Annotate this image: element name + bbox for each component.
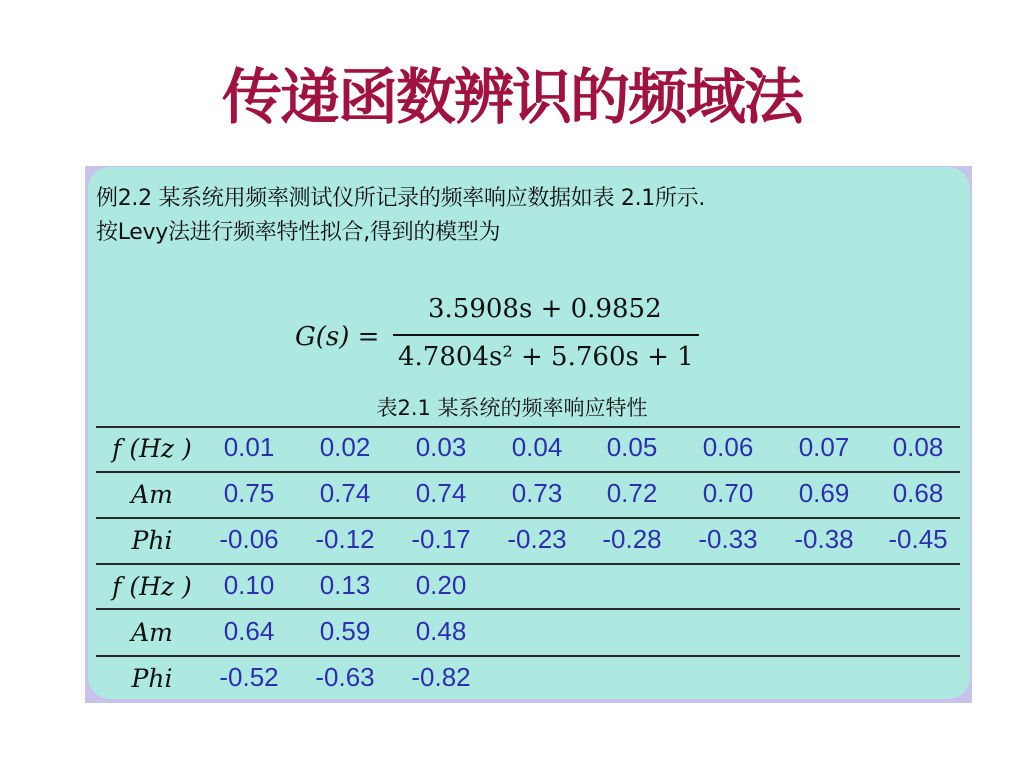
table-cell-phi: -0.17 xyxy=(411,524,471,554)
table-cell-freq: 0.08 xyxy=(892,432,944,462)
table-cell-phi: -0.23 xyxy=(507,524,567,554)
table-cell-am: 0.70 xyxy=(702,478,754,508)
table-cell-freq: 0.07 xyxy=(798,432,850,462)
table-cell-am: 0.73 xyxy=(511,478,563,508)
table-cell-freq: 0.04 xyxy=(511,432,563,462)
row-label-freq: f (Hz ) xyxy=(112,572,192,601)
table-cell-phi: -0.52 xyxy=(219,662,279,692)
row-label-am: Am xyxy=(131,480,173,509)
table-cell-am: 0.72 xyxy=(606,478,658,508)
table-rule xyxy=(96,426,960,428)
table-cell-freq: 0.20 xyxy=(415,570,467,600)
table-cell-phi: -0.33 xyxy=(698,524,758,554)
table-rule xyxy=(96,608,960,610)
table-cell-am: 0.74 xyxy=(415,478,467,508)
table-rule xyxy=(96,655,960,657)
example-line-1: 例2.2 某系统用频率测试仪所记录的频率响应数据如表 2.1所示. xyxy=(96,186,706,211)
table-cell-phi: -0.28 xyxy=(602,524,662,554)
table-cell-freq: 0.13 xyxy=(319,570,371,600)
table-cell-phi: -0.12 xyxy=(315,524,375,554)
table-cell-am: 0.69 xyxy=(798,478,850,508)
equation-denominator: 4.7804s² + 5.760s + 1 xyxy=(398,342,694,372)
example-line-2: 按Levy法进行频率特性拟合,得到的模型为 xyxy=(96,220,501,245)
table-rule xyxy=(96,563,960,565)
row-label-phi: Phi xyxy=(131,526,173,555)
table-cell-phi: -0.06 xyxy=(219,524,279,554)
table-cell-freq: 0.05 xyxy=(606,432,658,462)
example-text xyxy=(96,182,966,250)
table-cell-am: 0.59 xyxy=(319,616,371,646)
fraction-bar xyxy=(393,334,699,336)
table-cell-phi: -0.38 xyxy=(794,524,854,554)
equation-numerator: 3.5908s + 0.9852 xyxy=(428,294,662,324)
table-cell-phi: -0.63 xyxy=(315,662,375,692)
table-cell-am: 0.64 xyxy=(223,616,275,646)
table-cell-freq: 0.06 xyxy=(702,432,754,462)
row-label-am: Am xyxy=(131,618,173,647)
table-cell-phi: -0.82 xyxy=(411,662,471,692)
table-rule xyxy=(96,471,960,473)
table-cell-freq: 0.10 xyxy=(223,570,275,600)
table-cell-am: 0.48 xyxy=(415,616,467,646)
row-label-phi: Phi xyxy=(131,664,173,693)
table-cell-freq: 0.01 xyxy=(223,432,275,462)
table-cell-freq: 0.02 xyxy=(319,432,371,462)
row-label-freq: f (Hz ) xyxy=(112,434,192,463)
slide-title: 传递函数辨识的频域法 xyxy=(222,63,802,133)
table-caption: 表2.1 某系统的频率响应特性 xyxy=(376,396,648,420)
table-rule xyxy=(96,517,960,519)
equation-lhs: G(s) = xyxy=(295,322,380,352)
table-cell-am: 0.75 xyxy=(223,478,275,508)
table-cell-am: 0.74 xyxy=(319,478,371,508)
table-cell-phi: -0.45 xyxy=(888,524,948,554)
table-cell-am: 0.68 xyxy=(892,478,944,508)
table-cell-freq: 0.03 xyxy=(415,432,467,462)
